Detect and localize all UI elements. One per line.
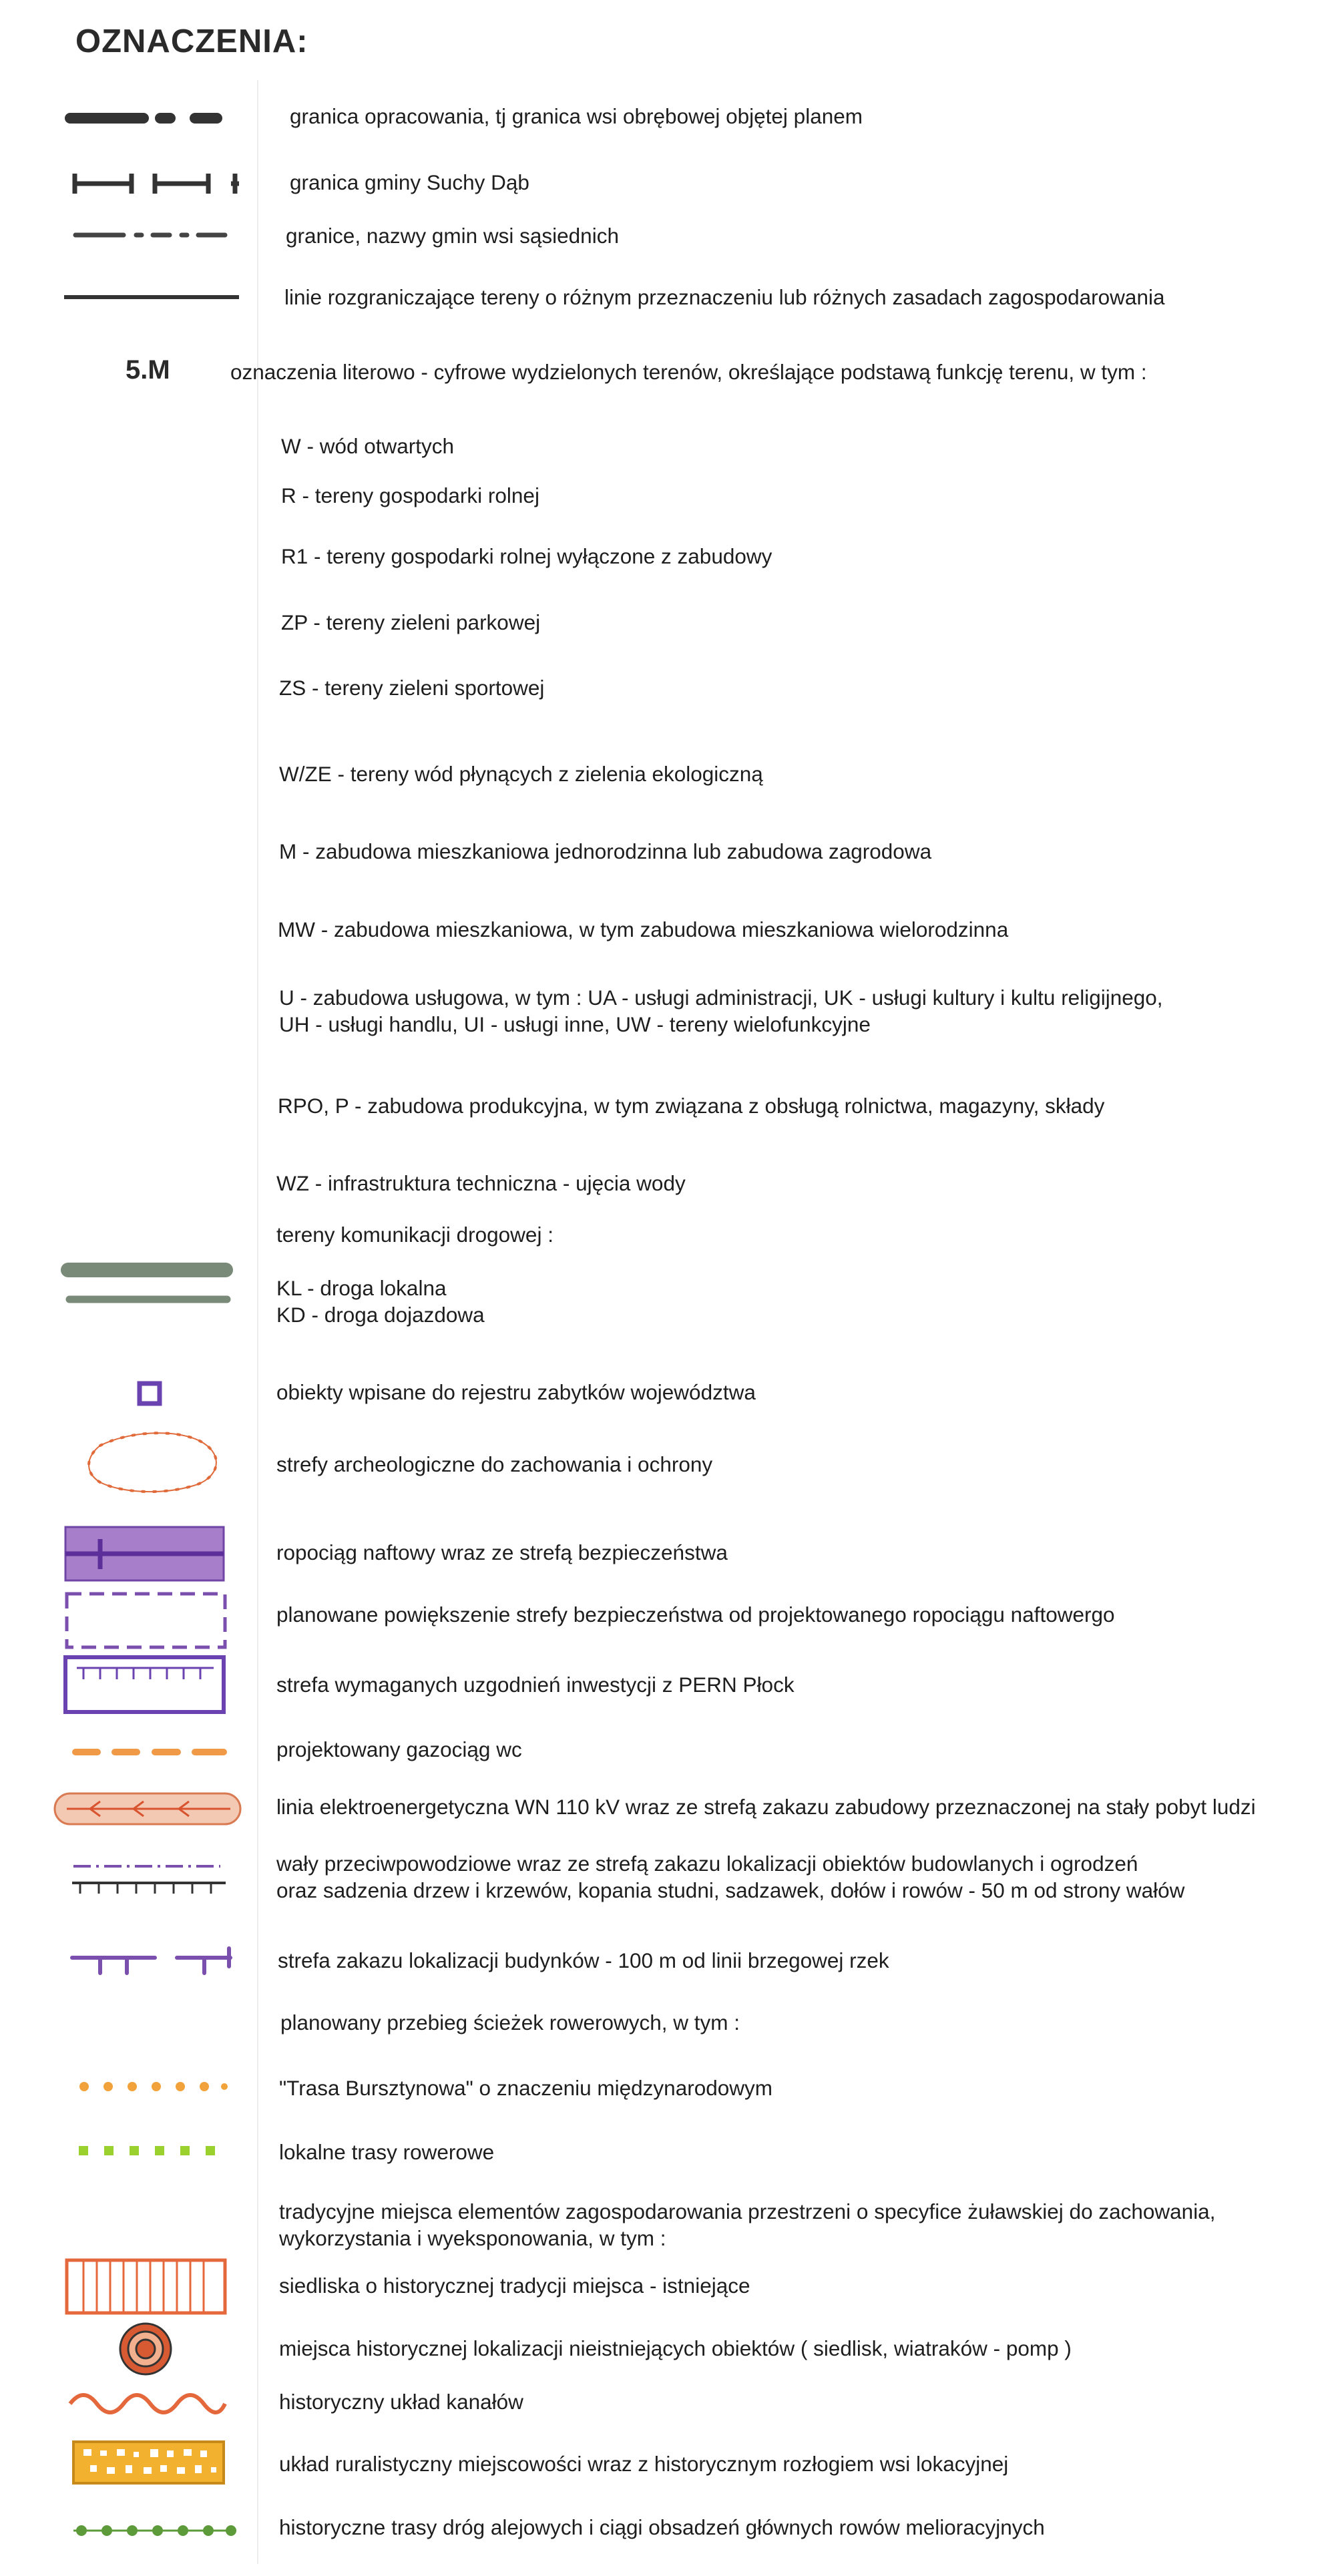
land-use-item: MW - zabudowa mieszkaniowa, w tym zabudowa mieszkaniowa wielorodzinna [278,917,1009,941]
protection-item: wały przeciwpowodziowe wraz ze strefą zakazu lokalizacji obiektów budowlanych i ogrodzeń [276,1852,1138,1876]
boundary-label-gmina: granica gminy Suchy Dąb [290,170,529,194]
heritage-heading-1: tradycyjne miejsca elementów zagospodarowania przestrzeni o specyfice żuławskiej do zachowania, [279,2199,1216,2223]
land-use-item: ZP - tereny zieleni parkowej [281,610,541,634]
historic-settlement-icon [67,2260,225,2313]
protection-item: obiekty wpisane do rejestru zabytków województwa [276,1380,756,1404]
roads-kl: KL - droga lokalna [276,1276,447,1300]
land-use-intro: oznaczenia literowo - cyfrowe wydzielonych terenów, określające podstawą funkcję terenu, w tym : [230,360,1147,384]
land-use-item: W - wód otwartych [281,434,455,458]
land-use-item: UH - usługi handlu, UI - usługi inne, UW - tereny wielofunkcyjne [279,1012,871,1036]
heritage-heading-2: wykorzystania i wyeksponowania, w tym : [279,2226,666,2250]
pern-zone-icon [65,1657,224,1712]
tree-alley-dots-icon [73,2525,236,2536]
heritage-item: historyczny układ kanałów [279,2390,523,2414]
municipal-border-icon [75,174,239,194]
historic-location-circle-icon [120,2324,171,2374]
heritage-item: miejsca historycznej lokalizacji nieistniejących obiektów ( siedlisk, wiatraków - pomp ) [279,2336,1072,2360]
boundary-label-neighbours: granice, nazwy gmin wsi sąsiednich [286,224,619,248]
protection-item: strefy archeologiczne do zachowania i ochrony [276,1452,713,1476]
rural-layout-icon [73,2442,224,2483]
protection-item: linia elektroenergetyczna WN 110 kV wraz ze strefą zakazu zabudowy przeznaczonej na stały pobyt ludzi [276,1795,1256,1819]
land-use-item: R - tereny gospodarki rolnej [281,483,539,507]
land-use-item: ZS - tereny zieleni sportowej [279,676,545,700]
heritage-item: historyczne trasy dróg alejowych i ciągi obsadzeń głównych rowów melioracyjnych [279,2515,1045,2539]
land-use-item: W/ZE - tereny wód płynących z zielenia ekologiczną [279,762,763,786]
land-use-item: U - zabudowa usługowa, w tym : UA - usługi administracji, UK - usługi kultury i kultu religijnego, [279,986,1163,1010]
protection-item: planowane powiększenie strefy bezpieczeństwa od projektowanego ropociągu naftowergo [276,1602,1115,1627]
roads-kd: KD - droga dojazdowa [276,1303,485,1327]
legend-title: OZNACZENIA: [75,23,308,59]
heritage-item: siedliska o historycznej tradycji miejsca - istniejące [279,2274,750,2298]
land-use-item: RPO, P - zabudowa produkcyjna, w tym związana z obsługą rolnictwa, magazyny, składy [278,1094,1105,1118]
boundary-label-demarcation: linie rozgraniczające tereny o różnym przeznaczeniu lub różnych zasadach zagospodarowania [284,285,1165,309]
protection-item: projektowany gazociąg wc [276,1737,522,1761]
levee-line-icon [72,1866,226,1894]
bike-heading: planowany przebieg ścieżek rowerowych, w tym : [280,2010,740,2034]
canal-wave-icon [70,2395,225,2412]
protection-item: strefa zakazu lokalizacji budynków - 100 m od linii brzegowej rzek [278,1948,889,1972]
protection-item: strefa wymaganych uzgodnień inwestycji z PERN Płock [276,1673,795,1697]
protection-item: ropociąg naftowy wraz ze strefą bezpieczeństwa [276,1540,728,1564]
land-use-item: M - zabudowa mieszkaniowa jednorodzinna lub zabudowa zagrodowa [279,839,932,863]
dashed-rectangle-icon [67,1594,225,1647]
land-use-item: WZ - infrastruktura techniczna - ujęcia wody [276,1171,686,1195]
boundary-label-plan: granica opracowania, tj granica wsi obrębowej objętej planem [290,104,863,128]
protection-item: oraz sadzenia drzew i krzewów, kopania studni, sadzawek, dołów i rowów - 50 m od strony wałów [276,1878,1185,1902]
bike-amber-route: "Trasa Bursztynowa" o znaczeniu międzynarodowym [279,2076,773,2100]
amber-route-dots-icon [79,2082,228,2091]
local-bike-dots-icon [79,2146,215,2155]
pipeline-zone-icon [65,1527,224,1580]
building-ban-line-icon [72,1948,230,1973]
roads-heading: tereny komunikacji drogowej : [276,1223,553,1247]
land-use-code-example: 5.M [126,355,170,385]
archaeology-zone-icon [89,1433,216,1492]
land-use-item: R1 - tereny gospodarki rolnej wyłączone z zabudowy [281,544,772,568]
heritage-item: układ ruralistyczny miejscowości wraz z historycznym rozłogiem wsi lokacyjnej [279,2452,1009,2476]
monument-square-icon [140,1383,160,1404]
bike-local-routes: lokalne trasy rowerowe [279,2140,495,2164]
power-line-icon [55,1793,240,1824]
road-band-icon [68,1270,227,1299]
